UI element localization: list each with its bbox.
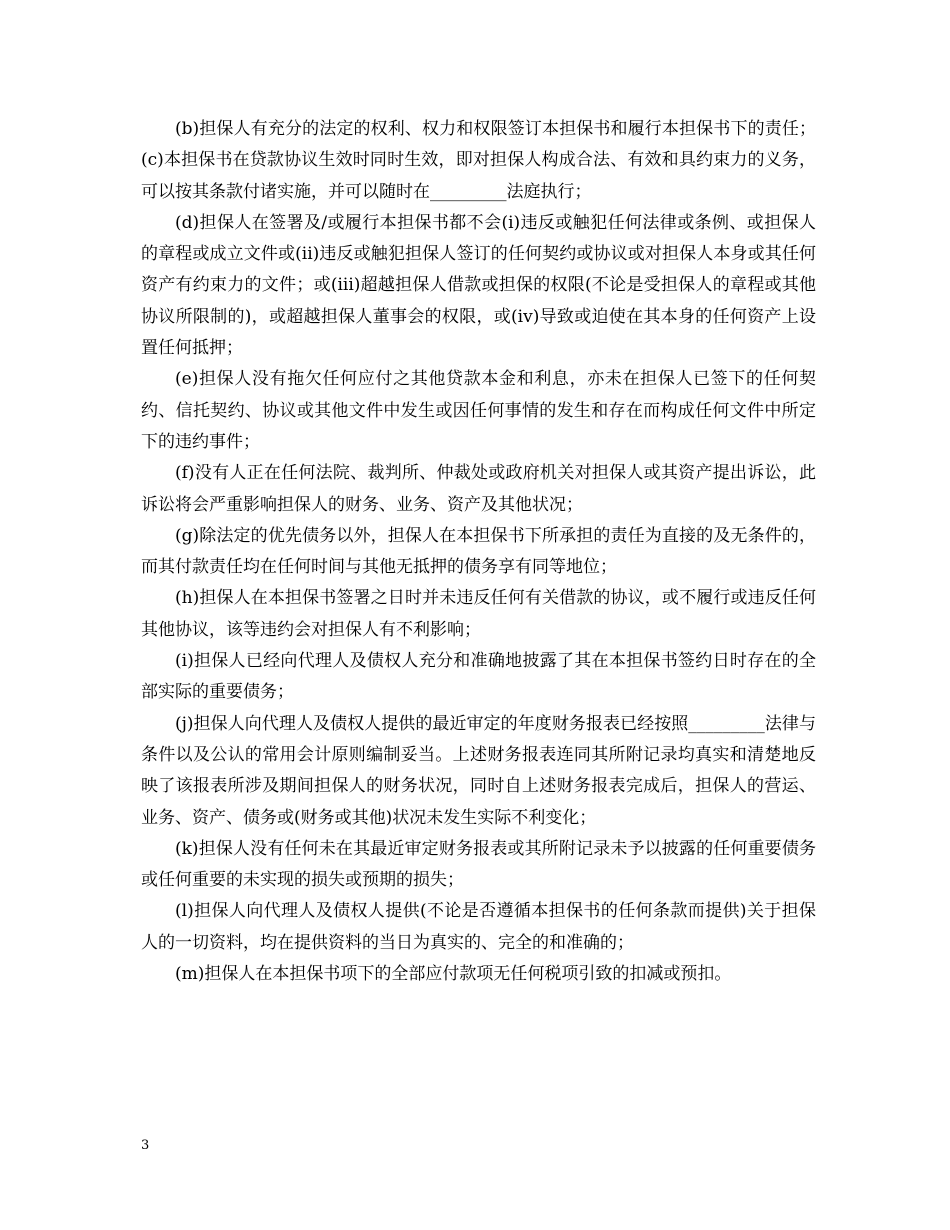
clause-l: (l)担保人向代理人及债权人提供(不论是否遵循本担保书的任何条款而提供)关于担保人的一切资料，均在提供资料的当日为真实的、完全的和准确的； [141, 901, 816, 953]
clause-b-c: (b)担保人有充分的法定的权利、权力和权限签订本担保书和履行本担保书下的责任；(c)本担保书在贷款协议生效时同时生效，即对担保人构成合法、有效和具约束力的义务，可以按其条款付诸实施，并可以随时在_________法庭执行； [141, 119, 816, 202]
document-body [141, 114, 816, 990]
clause-g: (g)除法定的优先债务以外，担保人在本担保书下所承担的责任为直接的及无条件的，而其付款责任均在任何时间与其他无抵押的债务享有同等地位； [141, 525, 816, 578]
clause-k: (k)担保人没有任何未在其最近审定财务报表或其所附记录未予以披露的任何重要债务或任何重要的未实现的损失或预期的损失； [141, 838, 816, 891]
clause-m: (m)担保人在本担保书项下的全部应付款项无任何税项引致的扣减或预扣。 [175, 964, 732, 985]
clause-j: (j)担保人向代理人及债权人提供的最近审定的年度财务报表已经按照_________法律与条件以及公认的常用会计原则编制妥当。上述财务报表连同其所附记录均真实和清楚地反映了该报表所涉及期间担保人的财务状况，同时自上述财务报表完成后，担保人的营运、业务、资产、债务或(财务或其他)状况未发生实际不利变化； [141, 713, 816, 828]
page-number: 3 [141, 1138, 150, 1153]
clause-e: (e)担保人没有拖欠任何应付之其他贷款本金和利息，亦未在担保人已签下的任何契约、信托契约、协议或其他文件中发生或因任何事情的发生和存在而构成任何文件中所定下的违约事件； [141, 369, 816, 452]
clause-h: (h)担保人在本担保书签署之日时并未违反任何有关借款的协议，或不履行或违反任何其他协议，该等违约会对担保人有不利影响； [141, 588, 816, 640]
clause-f: (f)没有人正在任何法院、裁判所、仲裁处或政府机关对担保人或其资产提出诉讼，此诉讼将会严重影响担保人的财务、业务、资产及其他状况； [141, 463, 816, 515]
clause-d: (d)担保人在签署及/或履行本担保书都不会(i)违反或触犯任何法律或条例、或担保人的章程或成立文件或(ii)违反或触犯担保人签订的任何契约或协议或对担保人本身或其任何资产有约束力的文件；或(iii)超越担保人借款或担保的权限(不论是受担保人的章程或其他协议所限制的)，或超越担保人董事会的权限，或(iv)导致或迫使在其本身的任何资产上设置任何抵押； [141, 212, 816, 359]
clause-i: (i)担保人已经向代理人及债权人充分和准确地披露了其在本担保书签约日时存在的全部实际的重要债务； [141, 651, 816, 703]
